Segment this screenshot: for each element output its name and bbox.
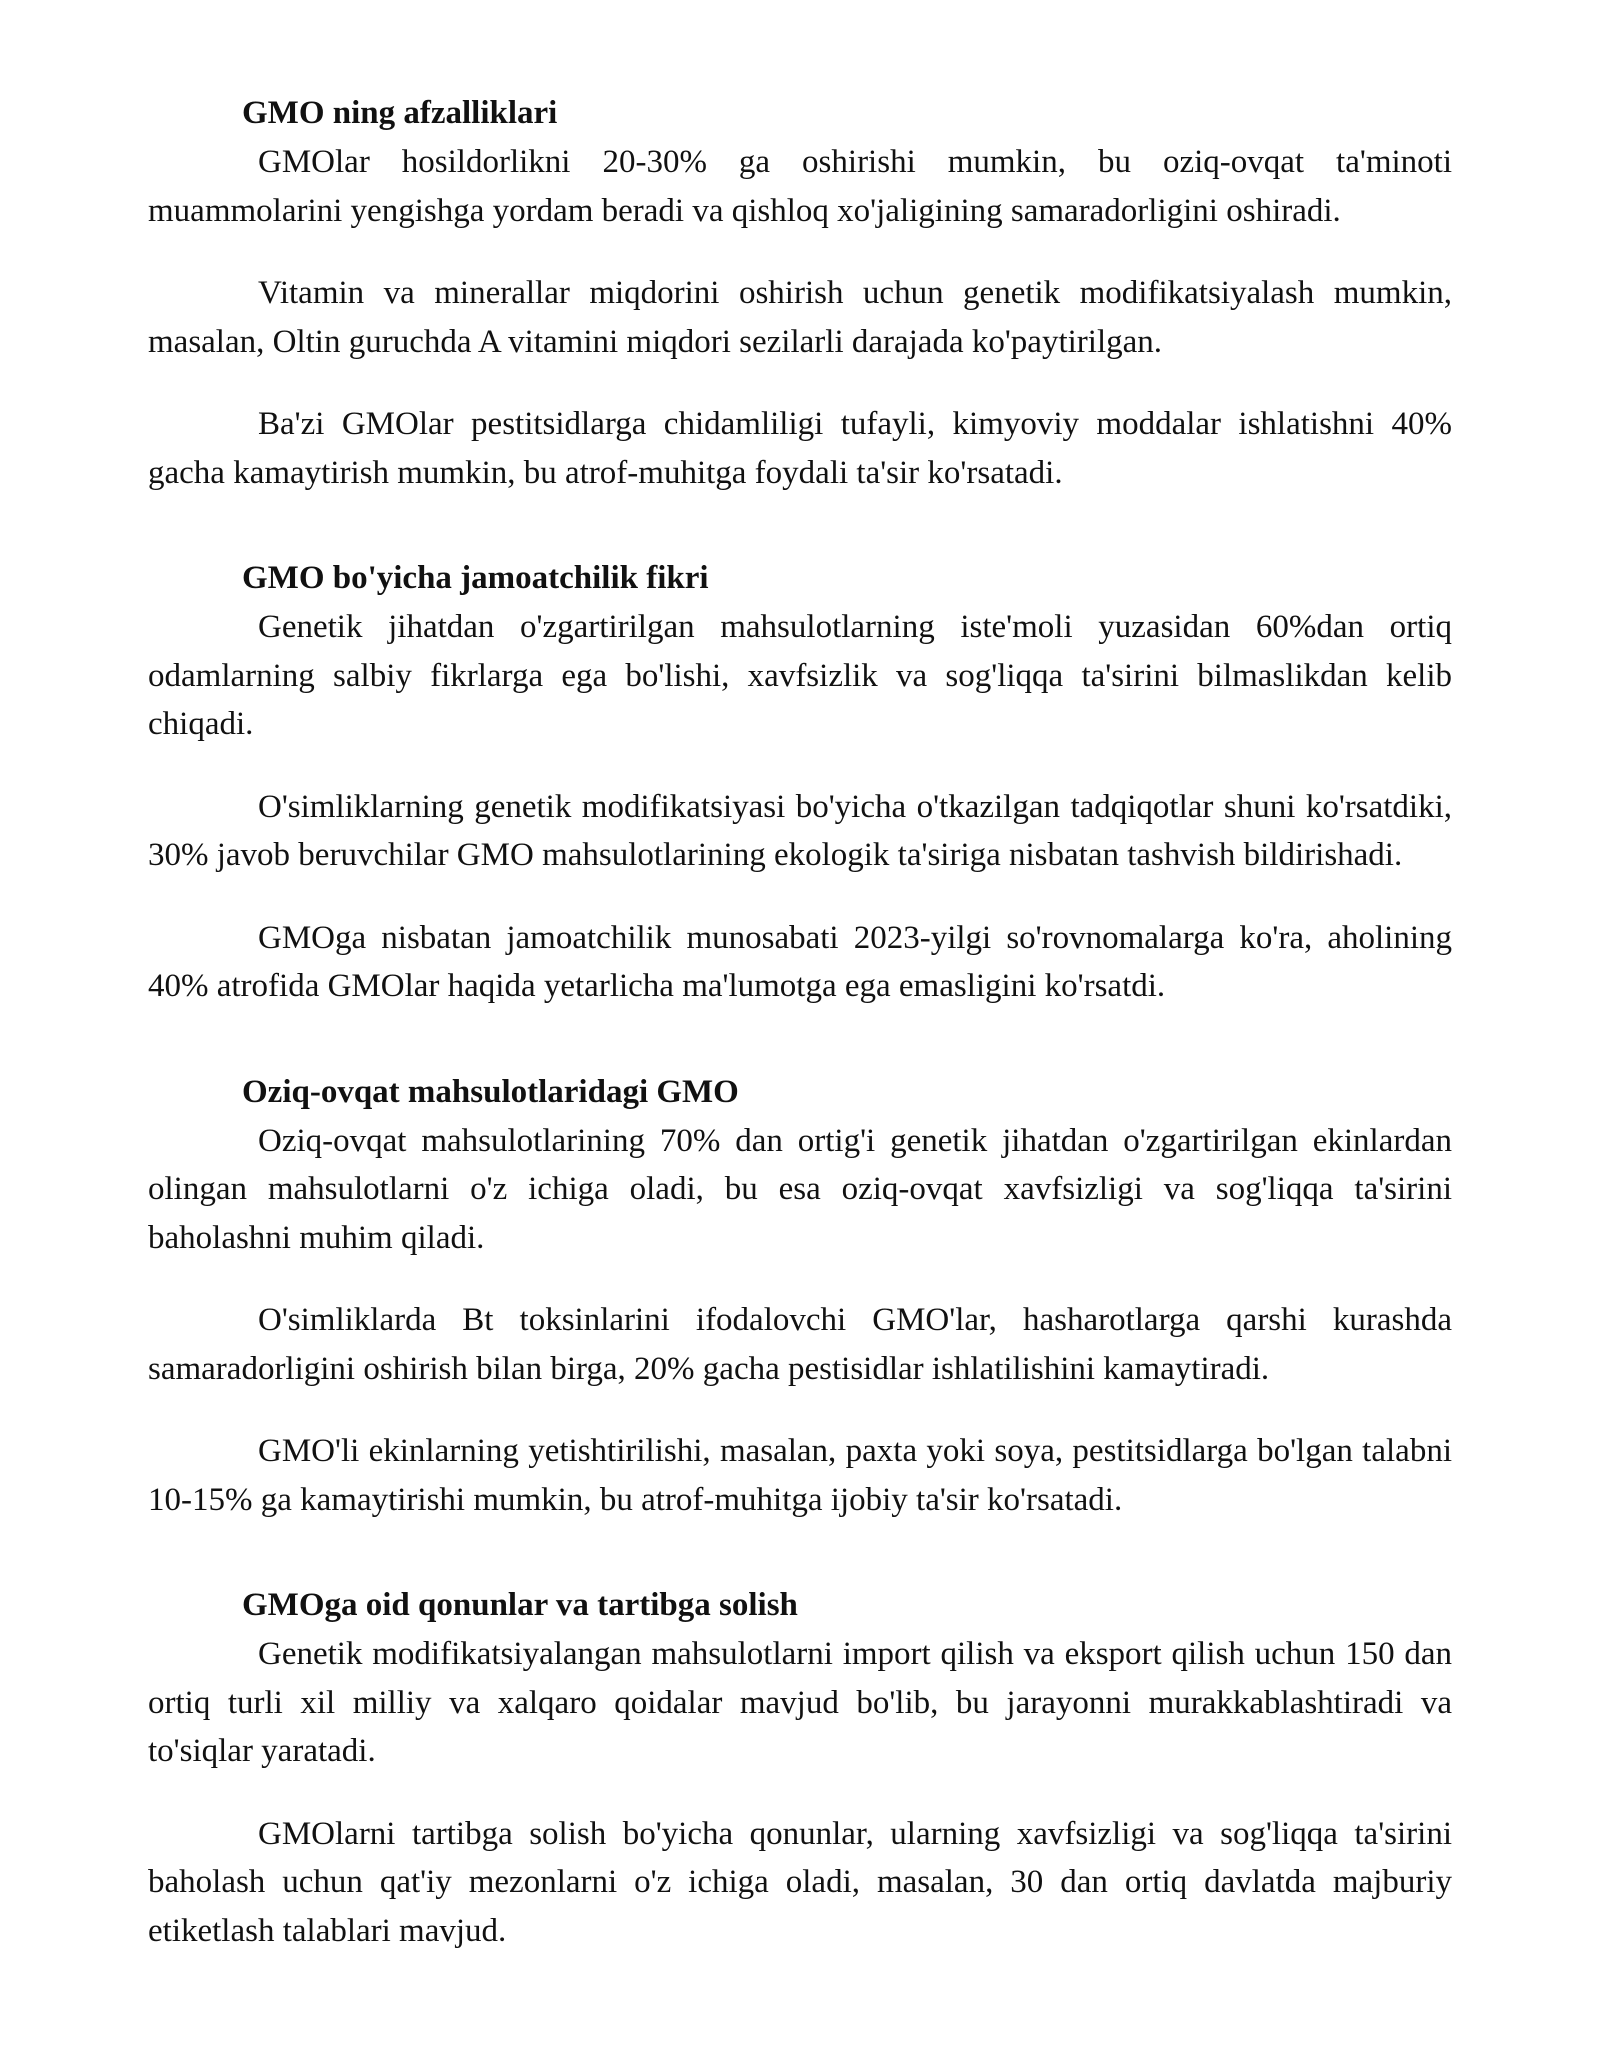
paragraph: Oziq-ovqat mahsulotlarining 70% dan ortig'i genetik jihatdan o'zgartirilgan ekinlardan olingan mahsulotlarni o'z ichiga oladi, bu esa oziq-ovqat xavfsizligi va sog'liqqa ta'sirini baholashni muhim qiladi. xyxy=(148,1122,1452,1256)
document-page xyxy=(148,90,1452,2013)
section-heading: GMOga oid qonunlar va tartibga solish xyxy=(242,1587,798,1623)
paragraph: GMOlar hosildorlikni 20-30% ga oshirishi mumkin, bu oziq-ovqat ta'minoti muammolarini yengishga yordam beradi va qishloq xo'jaligining samaradorligini oshiradi. xyxy=(148,144,1452,229)
section-gmo-advantages xyxy=(148,90,1452,497)
section-heading: Oziq-ovqat mahsulotlaridagi GMO xyxy=(242,1073,739,1110)
section-heading: GMO bo'yicha jamoatchilik fikri xyxy=(242,560,709,596)
paragraph: O'simliklarning genetik modifikatsiyasi bo'yicha o'tkazilgan tadqiqotlar shuni ko'rsatdiki, 30% javob beruvchilar GMO mahsulotlarining ekologik ta'siriga nisbatan tashvish bildirishadi. xyxy=(148,788,1452,873)
paragraph: Vitamin va minerallar miqdorini oshirish uchun genetik modifikatsiyalash mumkin, masalan, Oltin guruchda A vitamini miqdori sezilarli darajada ko'paytirilgan. xyxy=(148,275,1452,360)
paragraph: Genetik jihatdan o'zgartirilgan mahsulotlarning iste'moli yuzasidan 60%dan ortiq odamlarning salbiy fikrlarga ega bo'lishi, xavfsizlik va sog'liqqa ta'sirini bilmaslikdan kelib chiqadi. xyxy=(148,609,1452,742)
paragraph: GMOga nisbatan jamoatchilik munosabati 2023-yilgi so'rovnomalarga ko'ra, aholining 40% atrofida GMOlar haqida yetarlicha ma'lumotga ega emasligini ko'rsatdi. xyxy=(148,919,1452,1004)
paragraph: O'simliklarda Bt toksinlarini ifodalovchi GMO'lar, hasharotlarga qarshi kurashda samaradorligini oshirish bilan birga, 20% gacha pestisidlar ishlatilishini kamaytiradi. xyxy=(148,1302,1452,1387)
section-heading: GMO ning afzalliklari xyxy=(242,95,558,131)
paragraph: Ba'zi GMOlar pestitsidlarga chidamliligi tufayli, kimyoviy moddalar ishlatishni 40% gacha kamaytirish mumkin, bu atrof-muhitga foydali ta'sir ko'rsatadi. xyxy=(148,406,1452,491)
paragraph: GMOlarni tartibga solish bo'yicha qonunlar, ularning xavfsizligi va sog'liqqa ta'sirini baholash uchun qat'iy mezonlarni o'z ichiga oladi, masalan, 30 dan ortiq davlatda majburiy etiketlash talablari mavjud. xyxy=(148,1815,1452,1949)
section-gmo-in-food xyxy=(148,1069,1452,1525)
paragraph: GMO'li ekinlarning yetishtirilishi, masalan, paxta yoki soya, pestitsidlarga bo'lgan talabni 10-15% ga kamaytirishi mumkin, bu atrof-muhitga ijobiy ta'sir ko'rsatadi. xyxy=(148,1433,1452,1518)
paragraph: Genetik modifikatsiyalangan mahsulotlarni import qilish va eksport qilish uchun 150 dan ortiq turli xil milliy va xalqaro qoidalar mavjud bo'lib, bu jarayonni murakkablashtiradi va to'siqlar yaratadi. xyxy=(148,1636,1452,1769)
section-public-opinion xyxy=(148,555,1452,1011)
section-gmo-regulation xyxy=(148,1582,1452,1955)
